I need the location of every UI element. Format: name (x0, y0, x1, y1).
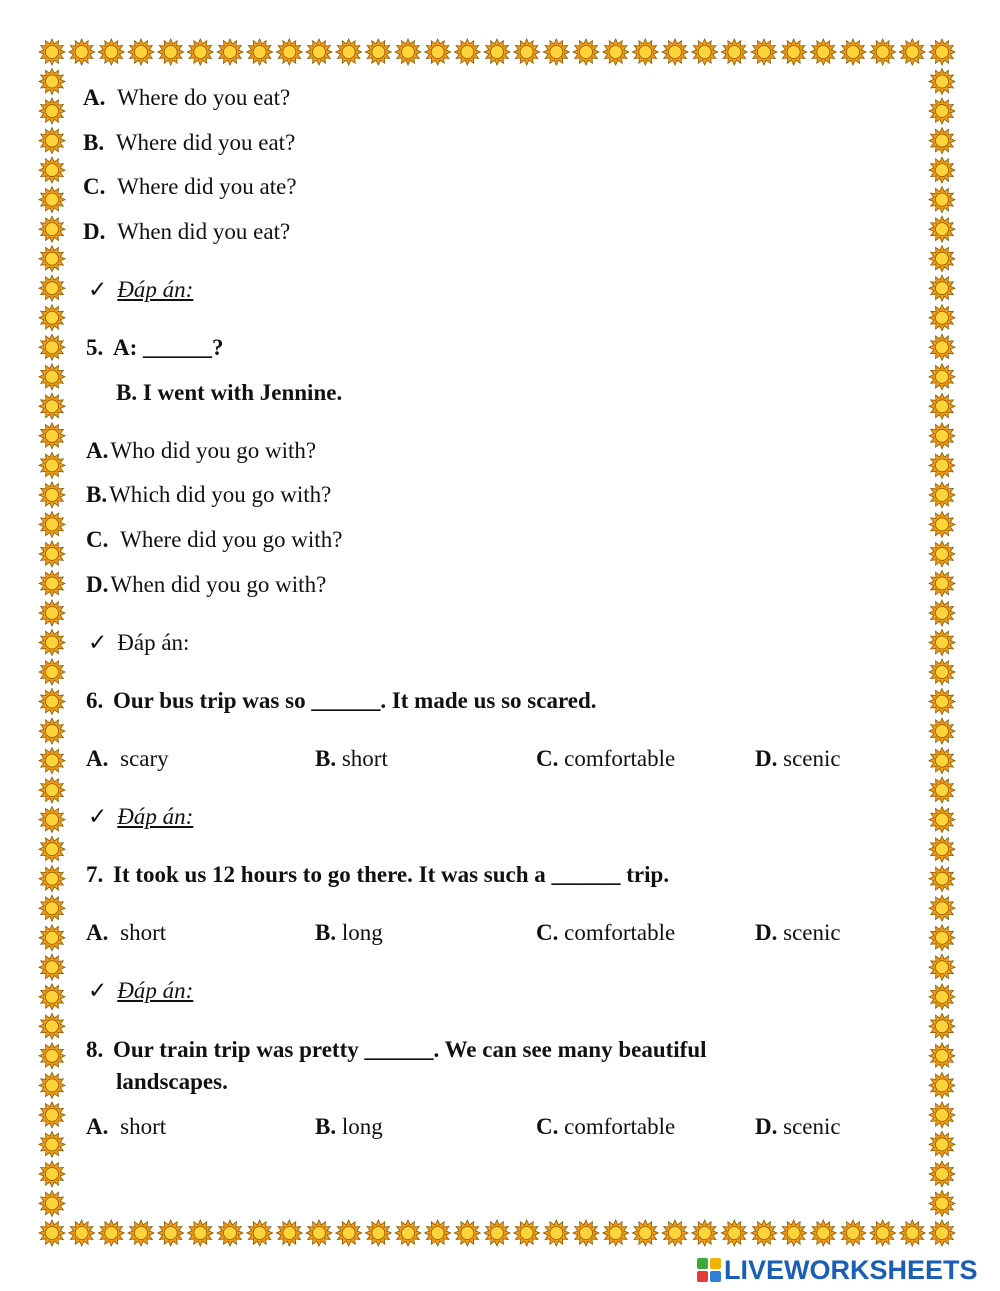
sun-icon (39, 1102, 65, 1128)
sun-icon (395, 1220, 421, 1246)
sun-icon (929, 571, 955, 597)
sun-icon (781, 39, 807, 65)
q8-option-b: B. long (315, 1114, 383, 1139)
sun-icon (39, 246, 65, 272)
sun-icon (39, 630, 65, 656)
sun-icon (395, 39, 421, 65)
sun-icon (929, 1013, 955, 1039)
q5-option-b: B.Which did you go with? (86, 482, 332, 507)
sun-icon (573, 39, 599, 65)
sun-icon (39, 777, 65, 803)
sun-icon (425, 39, 451, 65)
q4-option-c: C. Where did you ate? (83, 174, 297, 199)
sun-icon (929, 39, 955, 65)
sun-icon (929, 748, 955, 774)
q7-answer (88, 977, 193, 1005)
q6-answer (88, 803, 193, 831)
sun-icon (39, 423, 65, 449)
q6-option-a: A. scary (86, 746, 169, 771)
sun-icon (929, 718, 955, 744)
q5-line2: B. I went with Jennine. (116, 380, 343, 405)
sun-icon (128, 39, 154, 65)
sun-icon (39, 718, 65, 744)
sun-icon (929, 452, 955, 478)
q4-option-b: B. Where did you eat? (83, 130, 296, 155)
sun-icon (39, 511, 65, 537)
sun-icon (870, 39, 896, 65)
sun-icon (39, 689, 65, 715)
sun-icon (425, 1220, 451, 1246)
sun-icon (39, 393, 65, 419)
sun-icon (39, 807, 65, 833)
sun-icon (276, 39, 302, 65)
sun-icon (39, 39, 65, 65)
sun-icon (217, 39, 243, 65)
sun-icon (365, 1220, 391, 1246)
sun-icon (39, 157, 65, 183)
sun-icon (632, 39, 658, 65)
sun-icon (929, 1072, 955, 1098)
sun-icon (721, 1220, 747, 1246)
liveworksheets-logo[interactable] (697, 1255, 978, 1285)
sun-icon (39, 541, 65, 567)
sun-icon (69, 1220, 95, 1246)
sun-icon (929, 423, 955, 449)
sun-icon (39, 128, 65, 154)
sun-icon (929, 836, 955, 862)
sun-icon (929, 69, 955, 95)
q7-option-c: C. comfortable (536, 920, 676, 945)
sun-icon (514, 39, 540, 65)
sun-icon (899, 1220, 925, 1246)
sun-icon (454, 1220, 480, 1246)
sun-icon (929, 393, 955, 419)
q4-option-d: D. When did you eat? (83, 219, 291, 244)
q5-option-d: D.When did you go with? (86, 572, 327, 597)
sun-icon (39, 275, 65, 301)
sun-icon (899, 39, 925, 65)
sun-icon (929, 600, 955, 626)
sun-icon (721, 39, 747, 65)
sun-icon (929, 216, 955, 242)
logo-blocks-icon (697, 1258, 721, 1282)
sun-icon (217, 1220, 243, 1246)
sun-icon (603, 39, 629, 65)
sun-icon (69, 39, 95, 65)
sun-icon (39, 925, 65, 951)
brand-text: LIVEWORKSHEETS (724, 1254, 978, 1285)
sun-icon (39, 836, 65, 862)
sun-icon (98, 39, 124, 65)
sun-icon (929, 1191, 955, 1217)
sun-icon (39, 895, 65, 921)
answer-label: Đáp án: (117, 277, 194, 302)
sun-icon (751, 39, 777, 65)
sun-icon (929, 275, 955, 301)
sun-icon (98, 1220, 124, 1246)
sun-icon (39, 1072, 65, 1098)
sun-icon (929, 777, 955, 803)
sun-icon (929, 984, 955, 1010)
sun-icon (929, 187, 955, 213)
check-icon: ✓ (88, 277, 108, 302)
sun-icon (929, 305, 955, 331)
answer-label: Đáp án: (117, 978, 194, 1003)
sun-icon (158, 39, 184, 65)
sun-icon (39, 1161, 65, 1187)
sun-icon (929, 895, 955, 921)
sun-icon (365, 39, 391, 65)
sun-icon (632, 1220, 658, 1246)
sun-icon (929, 954, 955, 980)
sun-icon (543, 1220, 569, 1246)
sun-icon (692, 1220, 718, 1246)
sun-icon (573, 1220, 599, 1246)
sun-icon (929, 482, 955, 508)
sun-icon (158, 1220, 184, 1246)
q8-line1: 8. Our train trip was pretty ______. We can see many beautiful (86, 1037, 707, 1062)
q5-option-c: C. Where did you go with? (86, 527, 343, 552)
q8-option-c: C. comfortable (536, 1114, 676, 1139)
sun-icon (39, 334, 65, 360)
sun-icon (543, 39, 569, 65)
sun-icon (929, 659, 955, 685)
sun-icon (929, 157, 955, 183)
q5-answer (88, 629, 189, 657)
sun-icon (929, 98, 955, 124)
q7-option-b: B. long (315, 920, 383, 945)
sun-icon (929, 689, 955, 715)
sun-icon (39, 1191, 65, 1217)
sun-icon (929, 1102, 955, 1128)
sun-icon (929, 128, 955, 154)
check-icon: ✓ (88, 804, 108, 829)
sun-icon (187, 39, 213, 65)
sun-icon (39, 984, 65, 1010)
sun-icon (39, 954, 65, 980)
q8-line2: landscapes. (116, 1069, 228, 1094)
sun-icon (187, 1220, 213, 1246)
sun-icon (484, 39, 510, 65)
q8-option-a: A. short (86, 1114, 167, 1139)
sun-icon (39, 748, 65, 774)
sun-icon (929, 866, 955, 892)
q4-answer (88, 276, 193, 304)
sun-icon (484, 1220, 510, 1246)
sun-icon (840, 39, 866, 65)
sun-icon (692, 39, 718, 65)
sun-icon (128, 1220, 154, 1246)
sun-icon (39, 1131, 65, 1157)
q5-line1: 5. A: ______? (86, 335, 224, 360)
q6-option-d: D. scenic (755, 746, 841, 771)
sun-icon (39, 187, 65, 213)
sun-icon (870, 1220, 896, 1246)
q5-option-a: A.Who did you go with? (86, 438, 317, 463)
q4-option-a: A. Where do you eat? (83, 85, 291, 110)
sun-icon (662, 39, 688, 65)
sun-icon (929, 364, 955, 390)
q6-option-c: C. comfortable (536, 746, 676, 771)
sun-icon (929, 1043, 955, 1069)
q7-option-d: D. scenic (755, 920, 841, 945)
sun-icon (929, 925, 955, 951)
sun-icon (39, 866, 65, 892)
sun-icon (929, 541, 955, 567)
sun-icon (929, 807, 955, 833)
sun-icon (336, 39, 362, 65)
sun-icon (39, 600, 65, 626)
sun-icon (781, 1220, 807, 1246)
sun-icon (39, 69, 65, 95)
sun-icon (39, 452, 65, 478)
sun-icon (306, 39, 332, 65)
sun-icon (39, 216, 65, 242)
check-icon: ✓ (88, 978, 108, 1003)
sun-icon (39, 659, 65, 685)
sun-icon (603, 1220, 629, 1246)
sun-icon (929, 1161, 955, 1187)
sun-icon (751, 1220, 777, 1246)
sun-icon (39, 98, 65, 124)
sun-icon (454, 39, 480, 65)
sun-icon (662, 1220, 688, 1246)
sun-icon (39, 1220, 65, 1246)
sun-icon (306, 1220, 332, 1246)
sun-icon (929, 334, 955, 360)
sun-icon (39, 305, 65, 331)
q7-text: 7. It took us 12 hours to go there. It was such a ______ trip. (86, 862, 670, 887)
sun-icon (514, 1220, 540, 1246)
sun-icon (929, 1131, 955, 1157)
sun-icon (247, 39, 273, 65)
check-icon: ✓ (88, 630, 108, 655)
q6-option-b: B. short (315, 746, 388, 771)
sun-icon (929, 246, 955, 272)
sun-icon (39, 482, 65, 508)
sun-icon (929, 511, 955, 537)
sun-icon (810, 39, 836, 65)
sun-icon (336, 1220, 362, 1246)
q7-option-a: A. short (86, 920, 167, 945)
sun-icon (39, 1013, 65, 1039)
sun-icon (39, 571, 65, 597)
answer-label: Đáp án: (117, 804, 194, 829)
sun-icon (39, 364, 65, 390)
q6-text: 6. Our bus trip was so ______. It made us so scared. (86, 688, 597, 713)
answer-label: Đáp án: (117, 630, 190, 655)
sun-icon (247, 1220, 273, 1246)
q8-option-d: D. scenic (755, 1114, 841, 1139)
sun-icon (276, 1220, 302, 1246)
sun-icon (810, 1220, 836, 1246)
sun-icon (929, 1220, 955, 1246)
sun-icon (929, 630, 955, 656)
sun-icon (39, 1043, 65, 1069)
sun-icon (840, 1220, 866, 1246)
